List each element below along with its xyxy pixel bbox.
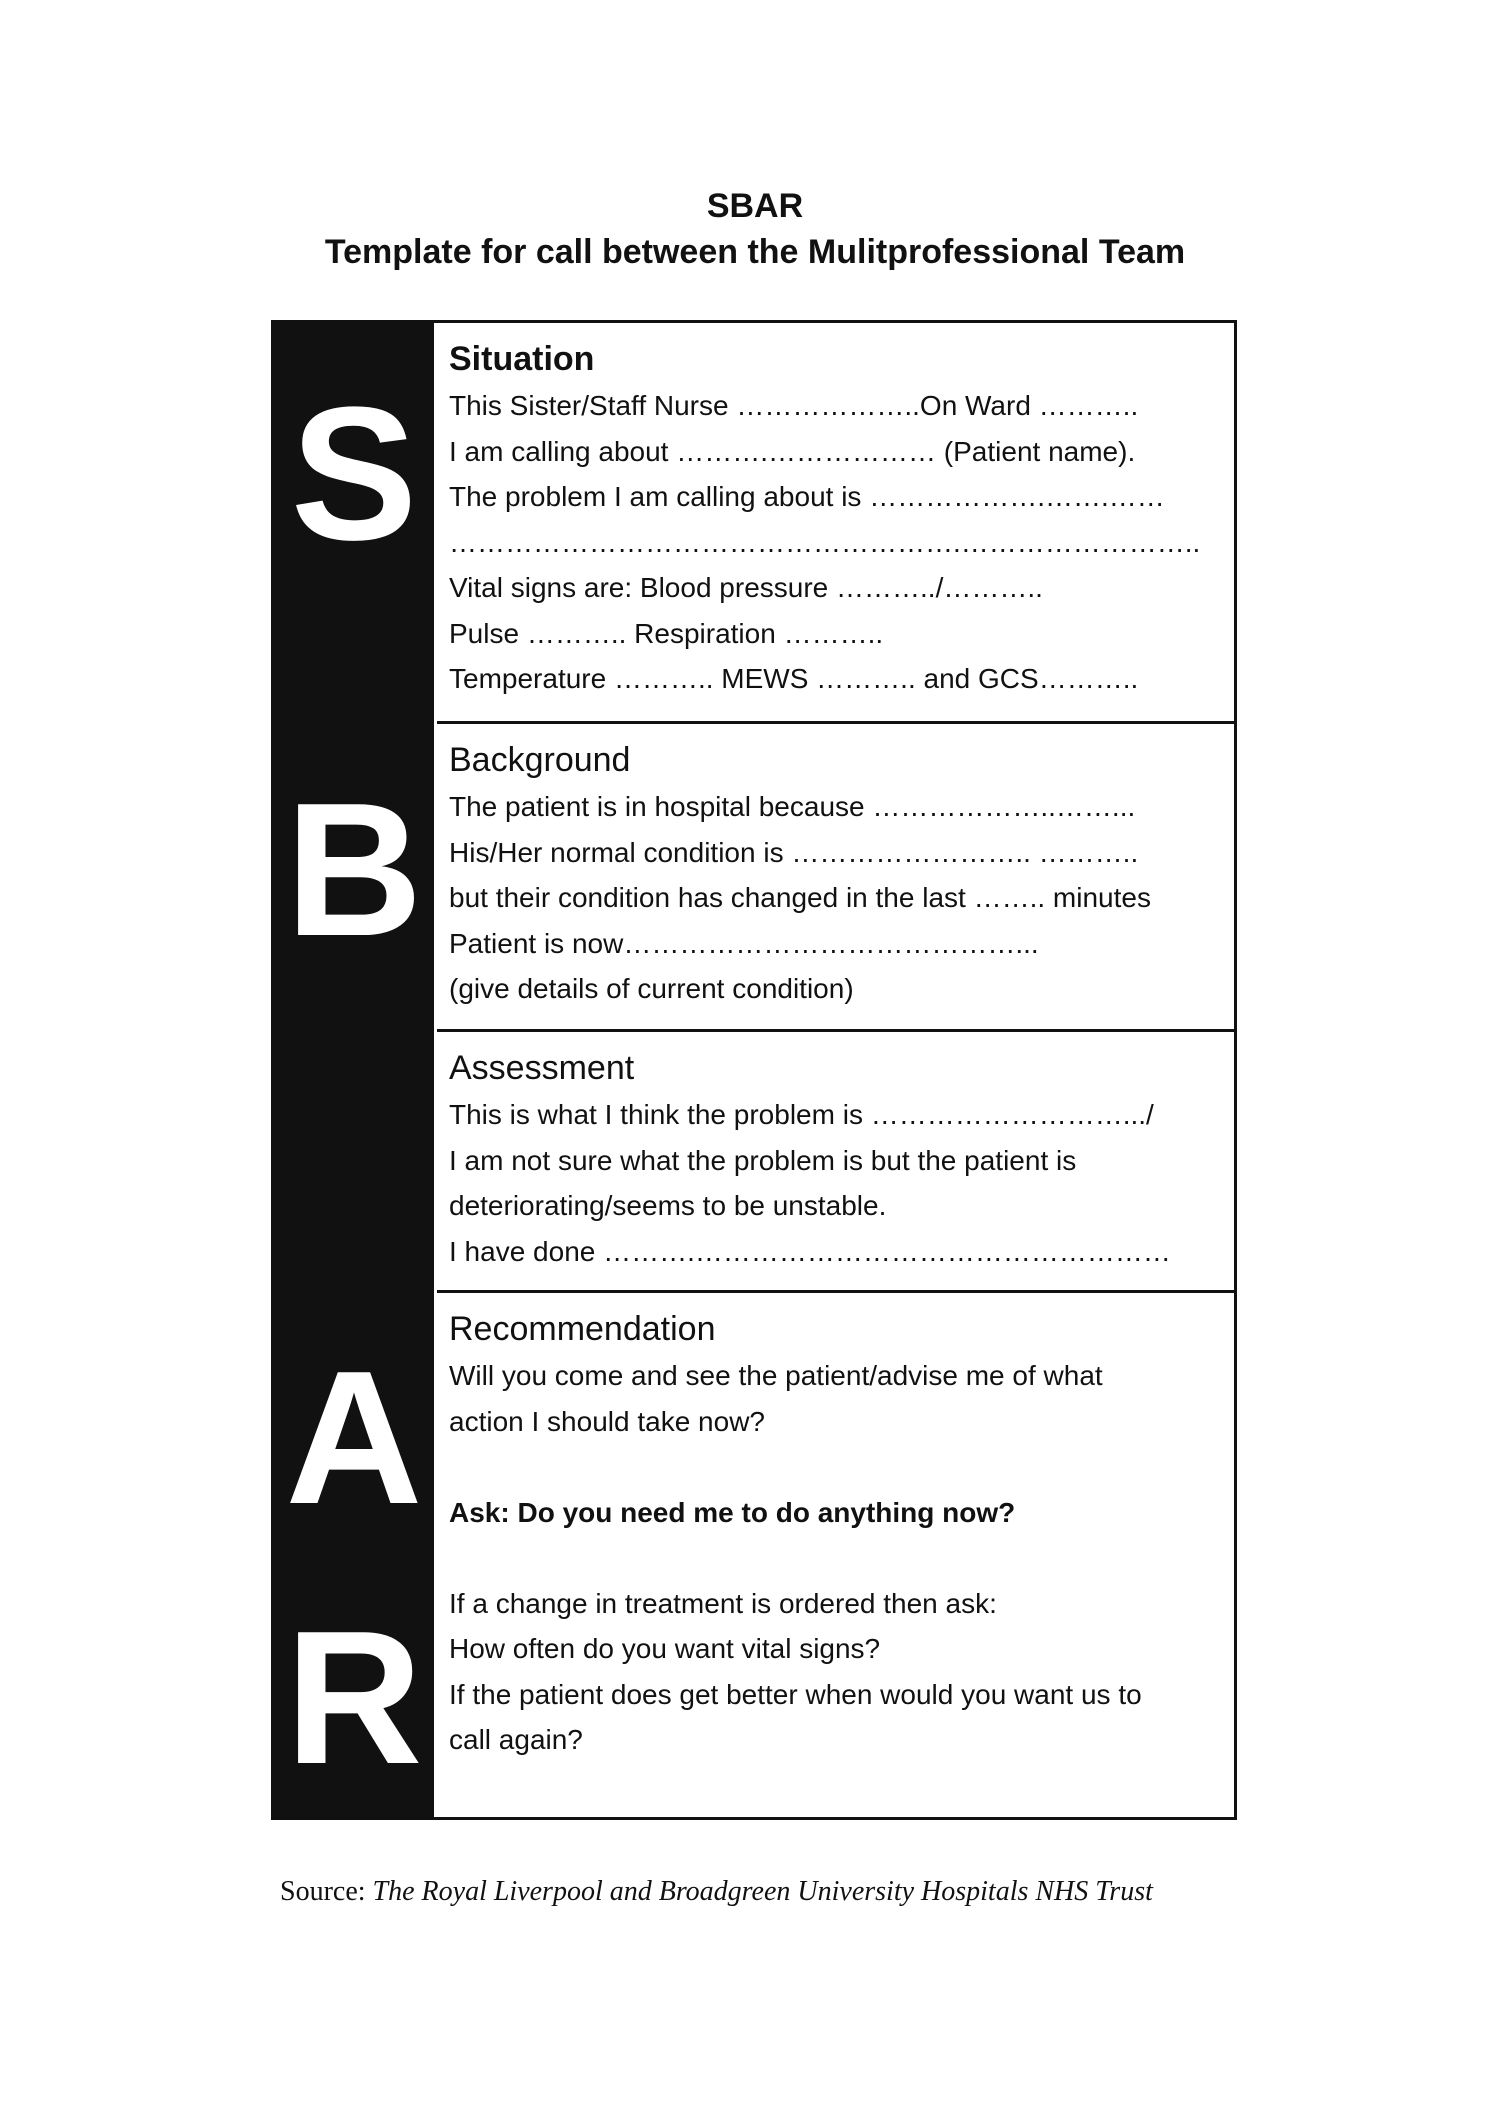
- section-recommendation: [437, 1290, 1234, 1820]
- spacer: [449, 1535, 1234, 1581]
- recommendation-line: call again?: [449, 1724, 583, 1755]
- letter-bar: [274, 323, 434, 1817]
- page-subtitle: Template for call between the Mulitprofessional Team: [324, 233, 1186, 271]
- assessment-line: I have done ……….……………………………………………: [449, 1235, 1171, 1267]
- situation-line: Vital signs are: Blood pressure ………../………..: [449, 572, 1043, 603]
- background-line: His/Her normal condition is …………………….. ………..: [449, 836, 1139, 868]
- situation-line: Temperature ……….. MEWS ……….. and GCS………..: [449, 663, 1139, 694]
- section-situation: [437, 323, 1234, 721]
- title-block: [0, 183, 1500, 275]
- recommendation-line: action I should take now?: [449, 1405, 765, 1437]
- situation-line: This Sister/Staff Nurse ………………..On Ward ………..: [449, 390, 1139, 421]
- letter-s: S: [290, 368, 418, 580]
- recommendation-line: Will you come and see the patient/advise me of what: [449, 1360, 1103, 1391]
- situation-line: I am calling about ……….……………… (Patient name).: [449, 435, 1136, 467]
- situation-heading: Situation: [449, 340, 595, 378]
- recommendation-line: How often do you want vital signs?: [449, 1633, 881, 1664]
- recommendation-ask: Ask: Do you need me to do anything now?: [449, 1496, 1016, 1528]
- situation-line: The problem I am calling about is ……………….…….……: [449, 481, 1165, 512]
- letter-b: B: [285, 764, 423, 976]
- recommendation-heading: Recommendation: [449, 1310, 716, 1348]
- section-background: [437, 721, 1234, 1029]
- situation-line: Pulse ……….. Respiration ………..: [449, 617, 884, 649]
- background-line: The patient is in hospital because ………………..……...: [449, 791, 1136, 822]
- background-line: but their condition has changed in the last …….. minutes: [449, 882, 1151, 913]
- assessment-heading: Assessment: [449, 1049, 635, 1087]
- section-assessment: [437, 1029, 1234, 1290]
- recommendation-line: If a change in treatment is ordered then ask:: [449, 1587, 997, 1619]
- sections: [437, 323, 1234, 1817]
- assessment-line: I am not sure what the problem is but the patient is: [449, 1144, 1077, 1176]
- background-line: Patient is now……………………………………...: [449, 927, 1039, 959]
- background-line: (give details of current condition): [449, 973, 854, 1004]
- background-heading: Background: [449, 741, 631, 779]
- assessment-line: This is what I think the problem is ……………………….../: [449, 1099, 1154, 1130]
- assessment-line: deteriorating/seems to be unstable.: [449, 1190, 887, 1221]
- spacer: [449, 1444, 1234, 1490]
- letter-r: R: [285, 1592, 423, 1804]
- source-label: Source:: [280, 1876, 373, 1907]
- sbar-card: [271, 320, 1237, 1820]
- page-title: SBAR: [706, 187, 804, 225]
- recommendation-line: If the patient does get better when would you want us to: [449, 1678, 1142, 1710]
- source-citation: [280, 1872, 1153, 1912]
- situation-line: ……………………………………………….……………………..: [449, 526, 1201, 558]
- source-name: The Royal Liverpool and Broadgreen University Hospitals NHS Trust: [372, 1876, 1153, 1907]
- letter-a: A: [285, 1332, 423, 1544]
